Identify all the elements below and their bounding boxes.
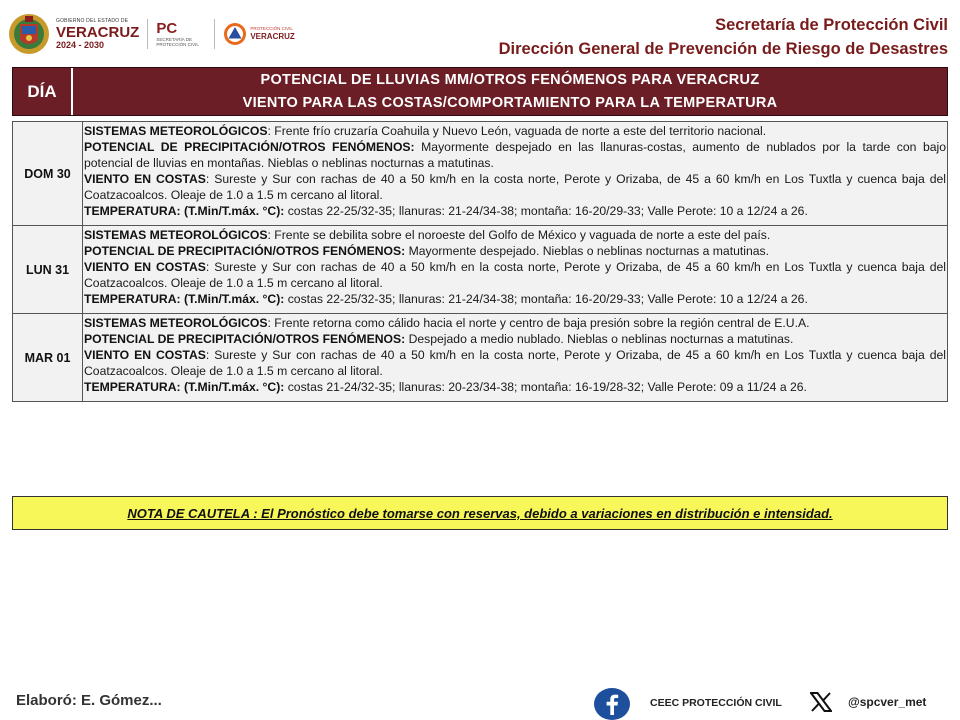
x-twitter-icon[interactable] xyxy=(810,692,832,712)
precip-label: POTENCIAL DE PRECIPITACIÓN/OTROS FENÓMENOS: xyxy=(84,140,415,154)
sistemas-text: : Frente se debilita sobre el noroeste del Golfo de México y vaguada de norte a este del país. xyxy=(267,228,771,242)
gov-small-text: GOBIERNO DEL ESTADO DE xyxy=(56,17,129,24)
day-forecast xyxy=(83,226,948,314)
precip-line xyxy=(84,243,946,259)
facebook-label[interactable]: CEEC PROTECCIÓN CIVIL xyxy=(650,697,782,709)
veracruz-coat-of-arms-icon xyxy=(8,10,50,58)
sistemas-line xyxy=(84,315,946,331)
sistemas-line xyxy=(84,123,946,139)
gov-name: VERACRUZ xyxy=(56,23,140,41)
sistemas-label: SISTEMAS METEOROLÓGICOS xyxy=(84,124,268,138)
temp-label: TEMPERATURA: (T.Min/T.máx. °C): xyxy=(84,380,285,394)
table-row xyxy=(13,314,948,402)
viento-label: VIENTO EN COSTAS xyxy=(84,260,206,274)
precip-line xyxy=(84,331,946,347)
forecast-title-line1: POTENCIAL DE LLUVIAS MM/OTROS FENÓMENOS PARA VERACRUZ xyxy=(260,71,760,88)
day-label: DOM 30 xyxy=(13,122,83,226)
temp-line xyxy=(84,203,946,219)
page-header xyxy=(0,0,960,64)
secretaria-title: Secretaría de Protección Civil xyxy=(715,16,948,34)
twitter-handle[interactable]: @spcver_met xyxy=(848,695,927,709)
sistemas-label: SISTEMAS METEOROLÓGICOS xyxy=(84,228,268,242)
day-forecast xyxy=(83,122,948,226)
table-row xyxy=(13,226,948,314)
dia-header: DÍA xyxy=(13,68,73,115)
forecast-title xyxy=(73,68,947,115)
precip-label: POTENCIAL DE PRECIPITACIÓN/OTROS FENÓMENOS: xyxy=(84,332,406,346)
pc-letters: PC xyxy=(156,19,178,37)
day-label: LUN 31 xyxy=(13,226,83,314)
precip-text: Mayormente despejado en las llanuras-costas, aumento de nublados por la tarde con bajo potencial de lluvias en montañas. Nieblas o neblinas nocturnas a matutinas. xyxy=(84,140,947,170)
sistemas-line xyxy=(84,227,946,243)
viento-line xyxy=(84,347,946,379)
precip-text: Mayormente despejado. Nieblas o neblinas nocturnas a matutinas. xyxy=(405,244,769,258)
civil-protection-emblem-icon xyxy=(223,22,247,46)
pcv-name: VERACRUZ xyxy=(250,31,295,41)
temp-text: costas 21-24/32-35; llanuras: 20-23/34-38; montaña: 16-19/28-32; Valle Perote: 09 a 11/24 a 26. xyxy=(284,380,807,394)
caution-note-text: NOTA DE CAUTELA : El Pronóstico debe tomarse con reservas, debido a variaciones en distribución e intensidad. xyxy=(127,505,833,521)
sistemas-label: SISTEMAS METEOROLÓGICOS xyxy=(84,316,268,330)
forecast-title-line2: VIENTO PARA LAS COSTAS/COMPORTAMIENTO PARA LA TEMPERATURA xyxy=(242,94,778,111)
forecast-table xyxy=(12,121,948,402)
temp-text: costas 22-25/32-35; llanuras: 21-24/34-38; montaña: 16-20/29-33; Valle Perote: 10 a 12/24 a 26. xyxy=(284,292,808,306)
viento-label: VIENTO EN COSTAS xyxy=(84,172,206,186)
gov-years: 2024 - 2030 xyxy=(56,39,105,50)
forecast-title-bar xyxy=(12,67,948,116)
logo-divider xyxy=(147,19,148,49)
viento-text: : Sureste y Sur con rachas de 40 a 50 km/h en la costa norte, Perote y Orizaba, de 45 a 60 km/h en Los Tuxtla y cuenca baja del Coatzacoalcos. Oleaje de 1.0 a 1.5 m cercano al litoral. xyxy=(84,172,946,202)
precip-label: POTENCIAL DE PRECIPITACIÓN/OTROS FENÓMENOS: xyxy=(84,244,406,258)
gov-veracruz-logo xyxy=(56,19,139,50)
logo-strip xyxy=(8,8,295,60)
precip-line xyxy=(84,139,946,171)
temp-label: TEMPERATURA: (T.Min/T.máx. °C): xyxy=(84,204,285,218)
direccion-title: Dirección General de Prevención de Riesgo de Desastres xyxy=(498,40,948,58)
table-row xyxy=(13,122,948,226)
viento-line xyxy=(84,171,946,203)
day-label: MAR 01 xyxy=(13,314,83,402)
pcv-small-text: PROTECCIÓN CIVIL xyxy=(250,26,293,32)
pc-logo xyxy=(156,21,206,48)
pc-veracruz-logo xyxy=(223,22,294,46)
facebook-icon[interactable] xyxy=(594,688,630,720)
caution-note xyxy=(12,496,948,530)
viento-text: : Sureste y Sur con rachas de 40 a 50 km/h en la costa norte, Perote y Orizaba, de 45 a 60 km/h en Los Tuxtla y cuenca baja del Coatzacoalcos. Oleaje de 1.0 a 1.5 m cercano al litoral. xyxy=(84,348,946,378)
pc-subtitle: SECRETARÍA DE PROTECCIÓN CIVIL xyxy=(156,36,199,47)
temp-label: TEMPERATURA: (T.Min/T.máx. °C): xyxy=(84,292,285,306)
author-credit: Elaboró: E. Gómez... xyxy=(16,692,162,709)
sistemas-text: : Frente frío cruzaría Coahuila y Nuevo León, vaguada de norte a este del territorio nacional. xyxy=(267,124,767,138)
day-forecast xyxy=(83,314,948,402)
viento-label: VIENTO EN COSTAS xyxy=(84,348,206,362)
temp-text: costas 22-25/32-35; llanuras: 21-24/34-38; montaña: 16-20/29-33; Valle Perote: 10 a 12/24 a 26. xyxy=(284,204,808,218)
logo-divider xyxy=(214,19,215,49)
precip-text: Despejado a medio nublado. Nieblas o neblinas nocturnas a matutinas. xyxy=(405,332,794,346)
viento-line xyxy=(84,259,946,291)
viento-text: : Sureste y Sur con rachas de 40 a 50 km/h en la costa norte, Perote y Orizaba, de 45 a 60 km/h en Los Tuxtla y cuenca baja del Coatzacoalcos. Oleaje de 1.0 a 1.5 m cercano al litoral. xyxy=(84,260,946,290)
sistemas-text: : Frente retorna como cálido hacia el norte y centro de baja presión sobre la región central de E.U.A. xyxy=(267,316,810,330)
temp-line xyxy=(84,379,946,395)
temp-line xyxy=(84,291,946,307)
